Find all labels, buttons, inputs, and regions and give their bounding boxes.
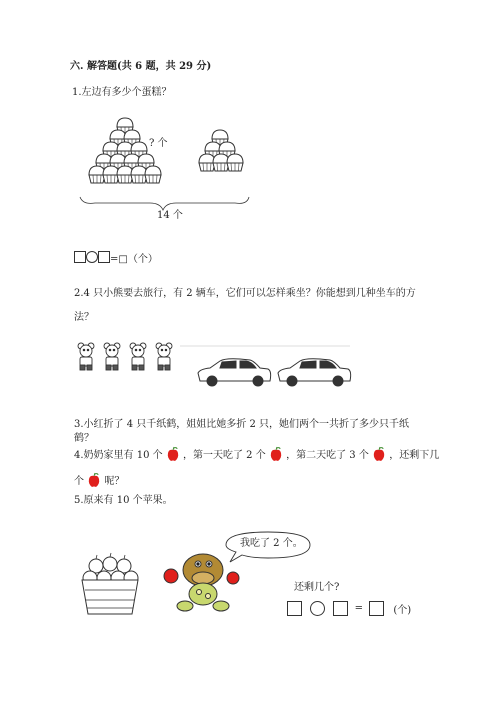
car-icon — [278, 359, 351, 386]
unknown-count-label: ? 个 — [149, 138, 168, 149]
answer-box-2[interactable] — [333, 601, 348, 616]
question-3-line1: 3.小红折了 4 只千纸鹤，姐姐比她多折 2 只，她们两个一共折了多少只千纸 — [74, 419, 409, 430]
bear-icon — [130, 343, 146, 370]
cake-icon — [227, 154, 243, 171]
bear-icon — [156, 343, 172, 370]
car-icon — [198, 359, 271, 386]
operator-circle[interactable] — [310, 601, 325, 616]
q5-question: 还剩几个? — [294, 582, 340, 593]
speech-text: 我吃了 2 个。 — [240, 538, 303, 549]
apple-icon — [372, 446, 386, 462]
apple-icon — [87, 472, 101, 488]
question-2-line1: 2.4 只小熊要去旅行，有 2 辆车，它们可以怎样乘坐？你能想到几种坐车的方 — [74, 288, 416, 299]
apple-icon — [269, 446, 283, 462]
question-3-line2: 鹤？ — [74, 433, 94, 444]
section-title: 六. 解答题(共 6 题，共 29 分) — [70, 61, 212, 72]
operator-circle[interactable] — [86, 251, 98, 263]
q4-part5: 个 — [74, 476, 84, 487]
question-4-line1 — [74, 446, 439, 463]
question-4-line2 — [74, 472, 124, 489]
q4-part6: 呢？ — [104, 476, 125, 487]
bear-icon — [104, 343, 120, 370]
q4-part4: ，还剩下几 — [389, 450, 440, 461]
cars-illustration — [180, 345, 355, 393]
bear-icon — [78, 343, 94, 370]
equals-sign: = — [354, 603, 363, 614]
formula-tail: =□（个） — [110, 254, 158, 265]
answer-box-result[interactable] — [369, 601, 384, 616]
question-5-text: 5.原来有 10 个苹果。 — [74, 495, 173, 506]
answer-box-2[interactable] — [98, 251, 110, 263]
question-2-line2: 法？ — [74, 312, 94, 323]
q1-answer-formula — [74, 251, 158, 267]
answer-box-1[interactable] — [74, 251, 86, 263]
apple-basket-illustration — [76, 550, 144, 618]
apple-icon — [166, 446, 180, 462]
unit-label: (个) — [393, 605, 412, 616]
q4-part2: ，第一天吃了 2 个 — [183, 450, 266, 461]
q5-answer-formula — [287, 601, 411, 616]
right-cake-group — [199, 130, 243, 171]
q4-part1: 4.奶奶家里有 10 个 — [74, 450, 163, 461]
total-count-label: 14 个 — [157, 210, 183, 221]
q4-part3: ，第二天吃了 3 个 — [286, 450, 369, 461]
cake-icon — [145, 166, 161, 183]
question-1-text: 1.左边有多少个蛋糕？ — [72, 87, 172, 98]
answer-box-1[interactable] — [287, 601, 302, 616]
bears-illustration — [74, 342, 184, 372]
